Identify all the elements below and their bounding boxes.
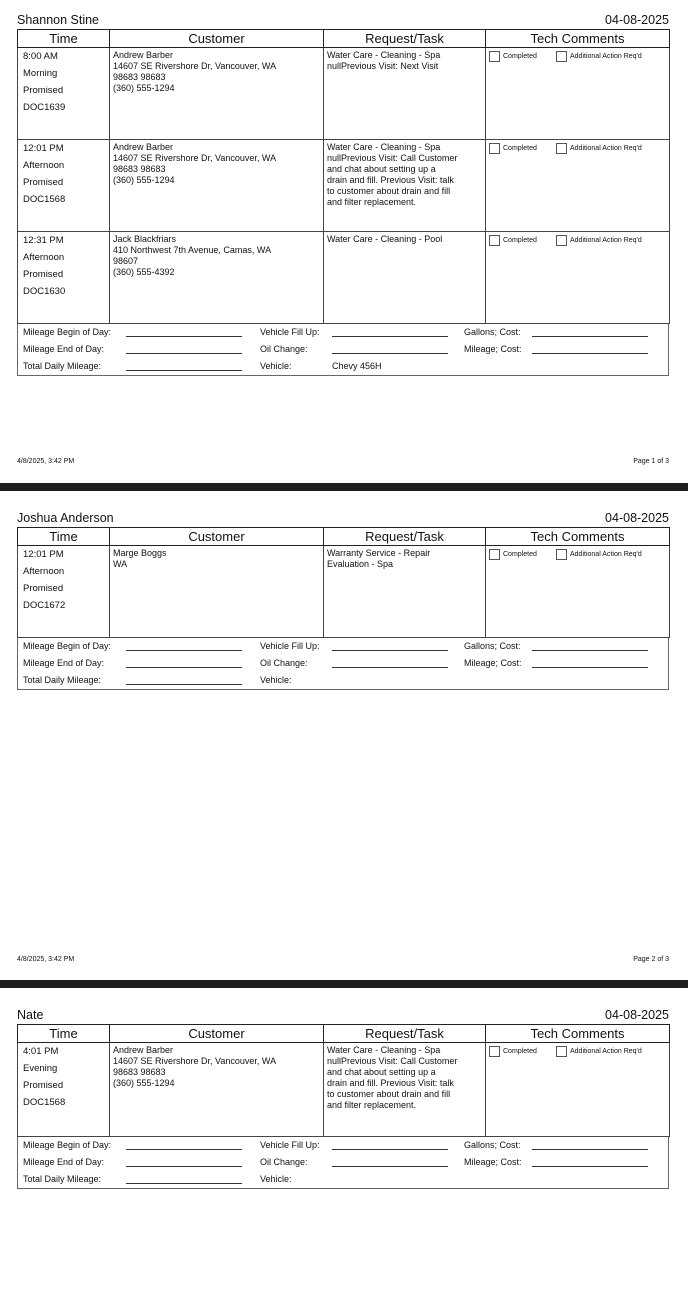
column-header-comments: Tech Comments bbox=[486, 528, 670, 546]
schedule-date: 04-08-2025 bbox=[605, 1008, 669, 1022]
mileage-end-label: Mileage End of Day: bbox=[23, 1157, 105, 1167]
column-header-request: Request/Task bbox=[324, 30, 486, 48]
completed-label: Completed bbox=[503, 1048, 537, 1055]
customer-info: Andrew Barber 14607 SE Rivershore Dr, Vancouver, WA 98683 98683 (360) 555-1294 bbox=[113, 50, 277, 93]
request-info: Water Care - Cleaning - Pool bbox=[327, 234, 443, 244]
mileage-end-field[interactable] bbox=[126, 353, 242, 354]
schedule-date: 04-08-2025 bbox=[605, 13, 669, 27]
total-mileage-field[interactable] bbox=[126, 684, 242, 685]
column-header-time: Time bbox=[18, 1025, 110, 1043]
mileage-begin-field[interactable] bbox=[126, 336, 242, 337]
job-doc-number: DOC1568 bbox=[23, 194, 66, 205]
mileage-begin-label: Mileage Begin of Day: bbox=[23, 641, 112, 651]
completed-label: Completed bbox=[503, 551, 537, 558]
page-header bbox=[17, 511, 669, 527]
request-info: Warranty Service - Repair Evaluation - Spa bbox=[327, 548, 431, 569]
additional-action-label: Additional Action Req'd bbox=[570, 145, 642, 152]
completed-label: Completed bbox=[503, 237, 537, 244]
additional-action-label: Additional Action Req'd bbox=[570, 551, 642, 558]
mileage-section bbox=[17, 324, 669, 376]
oil-change-field[interactable] bbox=[332, 353, 448, 354]
additional-action-label: Additional Action Req'd bbox=[570, 237, 642, 244]
comments-cell bbox=[486, 1043, 670, 1137]
table-row bbox=[18, 48, 670, 140]
gallons-cost-field[interactable] bbox=[532, 1149, 648, 1150]
job-status: Promised bbox=[23, 85, 64, 96]
technician-name: Nate bbox=[17, 1008, 44, 1022]
customer-cell bbox=[110, 546, 324, 638]
technician-name: Shannon Stine bbox=[17, 13, 100, 27]
time-cell bbox=[18, 48, 110, 140]
mileage-cost-field[interactable] bbox=[532, 1166, 648, 1167]
mileage-section bbox=[17, 1137, 669, 1189]
customer-info: Jack Blackfriars 410 Northwest 7th Avenue, Camas, WA 98607 (360) 555-4392 bbox=[113, 234, 272, 277]
job-status: Promised bbox=[23, 269, 64, 280]
checkbox-group bbox=[489, 234, 666, 250]
vehicle-fillup-field[interactable] bbox=[332, 650, 448, 651]
page-separator bbox=[0, 483, 688, 491]
job-period: Afternoon bbox=[23, 160, 65, 171]
gallons-cost-label: Gallons; Cost: bbox=[464, 327, 521, 337]
additional-action-label: Additional Action Req'd bbox=[570, 53, 642, 60]
customer-cell bbox=[110, 140, 324, 232]
customer-info: Andrew Barber 14607 SE Rivershore Dr, Vancouver, WA 98683 98683 (360) 555-1294 bbox=[113, 1045, 277, 1088]
mileage-begin-field[interactable] bbox=[126, 650, 242, 651]
table-header-row bbox=[18, 30, 670, 48]
total-mileage-field[interactable] bbox=[126, 370, 242, 371]
job-doc-number: DOC1672 bbox=[23, 600, 66, 611]
schedule-date: 04-08-2025 bbox=[605, 511, 669, 525]
vehicle-fillup-label: Vehicle Fill Up: bbox=[260, 327, 320, 337]
completed-checkbox[interactable] bbox=[489, 143, 500, 154]
additional-action-checkbox[interactable] bbox=[556, 549, 567, 560]
time-cell bbox=[18, 546, 110, 638]
job-time: 4:01 PM bbox=[23, 1046, 59, 1057]
column-header-time: Time bbox=[18, 30, 110, 48]
additional-action-checkbox[interactable] bbox=[556, 51, 567, 62]
table-row bbox=[18, 546, 670, 638]
additional-action-checkbox[interactable] bbox=[556, 1046, 567, 1057]
mileage-end-field[interactable] bbox=[126, 667, 242, 668]
column-header-request: Request/Task bbox=[324, 528, 486, 546]
mileage-section bbox=[17, 638, 669, 690]
job-status: Promised bbox=[23, 177, 64, 188]
job-time: 12:01 PM bbox=[23, 549, 64, 560]
mileage-cost-label: Mileage; Cost: bbox=[464, 1157, 522, 1167]
table-row bbox=[18, 140, 670, 232]
mileage-cost-field[interactable] bbox=[532, 667, 648, 668]
checkbox-group bbox=[489, 50, 666, 66]
mileage-end-label: Mileage End of Day: bbox=[23, 658, 105, 668]
schedule-table bbox=[17, 527, 670, 638]
page-separator bbox=[0, 980, 688, 988]
total-mileage-field[interactable] bbox=[126, 1183, 242, 1184]
checkbox-group bbox=[489, 548, 666, 564]
additional-action-checkbox[interactable] bbox=[556, 235, 567, 246]
column-header-request: Request/Task bbox=[324, 1025, 486, 1043]
page-header bbox=[17, 13, 669, 29]
column-header-customer: Customer bbox=[110, 528, 324, 546]
checkbox-group bbox=[489, 1045, 666, 1061]
print-timestamp: 4/8/2025, 3:42 PM bbox=[17, 458, 75, 465]
request-info: Water Care - Cleaning - Spa nullPrevious Visit: Call Customer and chat about setting up a drain and fill. Previous Visit: talk to customer about drain and fill and filter replacement. bbox=[327, 1045, 458, 1110]
table-header-row bbox=[18, 1025, 670, 1043]
customer-cell bbox=[110, 232, 324, 324]
table-row bbox=[18, 232, 670, 324]
column-header-comments: Tech Comments bbox=[486, 1025, 670, 1043]
page-number: Page 1 of 3 bbox=[633, 458, 669, 465]
job-doc-number: DOC1639 bbox=[23, 102, 66, 113]
comments-cell bbox=[486, 232, 670, 324]
job-doc-number: DOC1630 bbox=[23, 286, 66, 297]
mileage-cost-field[interactable] bbox=[532, 353, 648, 354]
table-header-row bbox=[18, 528, 670, 546]
comments-cell bbox=[486, 546, 670, 638]
gallons-cost-label: Gallons; Cost: bbox=[464, 641, 521, 651]
total-mileage-label: Total Daily Mileage: bbox=[23, 361, 102, 371]
job-period: Morning bbox=[23, 68, 58, 79]
oil-change-field[interactable] bbox=[332, 1166, 448, 1167]
request-cell bbox=[324, 140, 486, 232]
completed-checkbox[interactable] bbox=[489, 1046, 500, 1057]
request-cell bbox=[324, 232, 486, 324]
completed-label: Completed bbox=[503, 53, 537, 60]
mileage-begin-label: Mileage Begin of Day: bbox=[23, 1140, 112, 1150]
job-status: Promised bbox=[23, 583, 64, 594]
time-cell bbox=[18, 1043, 110, 1137]
job-period: Evening bbox=[23, 1063, 58, 1074]
vehicle-fillup-label: Vehicle Fill Up: bbox=[260, 1140, 320, 1150]
vehicle-fillup-field[interactable] bbox=[332, 1149, 448, 1150]
customer-info: Andrew Barber 14607 SE Rivershore Dr, Vancouver, WA 98683 98683 (360) 555-1294 bbox=[113, 142, 277, 185]
customer-cell bbox=[110, 1043, 324, 1137]
oil-change-label: Oil Change: bbox=[260, 658, 308, 668]
job-period: Afternoon bbox=[23, 566, 65, 577]
request-info: Water Care - Cleaning - Spa nullPrevious Visit: Call Customer and chat about setting up a drain and fill. Previous Visit: talk to customer about drain and fill and filter replacement. bbox=[327, 142, 458, 207]
mileage-begin-label: Mileage Begin of Day: bbox=[23, 327, 112, 337]
gallons-cost-field[interactable] bbox=[532, 336, 648, 337]
schedule-table bbox=[17, 1024, 670, 1137]
mileage-begin-field[interactable] bbox=[126, 1149, 242, 1150]
request-cell bbox=[324, 546, 486, 638]
gallons-cost-field[interactable] bbox=[532, 650, 648, 651]
additional-action-checkbox[interactable] bbox=[556, 143, 567, 154]
completed-checkbox[interactable] bbox=[489, 51, 500, 62]
completed-checkbox[interactable] bbox=[489, 549, 500, 560]
vehicle-value: Chevy 456H bbox=[332, 361, 382, 371]
vehicle-label: Vehicle: bbox=[260, 675, 292, 685]
request-cell bbox=[324, 48, 486, 140]
page-header bbox=[17, 1008, 669, 1024]
vehicle-fillup-field[interactable] bbox=[332, 336, 448, 337]
job-doc-number: DOC1568 bbox=[23, 1097, 66, 1108]
completed-label: Completed bbox=[503, 145, 537, 152]
print-timestamp: 4/8/2025, 3:42 PM bbox=[17, 956, 75, 963]
vehicle-label: Vehicle: bbox=[260, 361, 292, 371]
column-header-time: Time bbox=[18, 528, 110, 546]
time-cell bbox=[18, 140, 110, 232]
vehicle-label: Vehicle: bbox=[260, 1174, 292, 1184]
job-time: 12:31 PM bbox=[23, 235, 64, 246]
column-header-customer: Customer bbox=[110, 30, 324, 48]
oil-change-label: Oil Change: bbox=[260, 1157, 308, 1167]
customer-info: Marge Boggs WA bbox=[113, 548, 167, 569]
table-row bbox=[18, 1043, 670, 1137]
mileage-end-field[interactable] bbox=[126, 1166, 242, 1167]
oil-change-field[interactable] bbox=[332, 667, 448, 668]
schedule-table bbox=[17, 29, 670, 324]
total-mileage-label: Total Daily Mileage: bbox=[23, 675, 102, 685]
vehicle-fillup-label: Vehicle Fill Up: bbox=[260, 641, 320, 651]
completed-checkbox[interactable] bbox=[489, 235, 500, 246]
technician-name: Joshua Anderson bbox=[17, 511, 114, 525]
column-header-customer: Customer bbox=[110, 1025, 324, 1043]
request-info: Water Care - Cleaning - Spa nullPrevious Visit: Next Visit bbox=[327, 50, 441, 71]
time-cell bbox=[18, 232, 110, 324]
mileage-end-label: Mileage End of Day: bbox=[23, 344, 105, 354]
additional-action-label: Additional Action Req'd bbox=[570, 1048, 642, 1055]
job-status: Promised bbox=[23, 1080, 64, 1091]
comments-cell bbox=[486, 140, 670, 232]
job-time: 12:01 PM bbox=[23, 143, 64, 154]
page-number: Page 2 of 3 bbox=[633, 956, 669, 963]
customer-cell bbox=[110, 48, 324, 140]
total-mileage-label: Total Daily Mileage: bbox=[23, 1174, 102, 1184]
mileage-cost-label: Mileage; Cost: bbox=[464, 344, 522, 354]
job-period: Afternoon bbox=[23, 252, 65, 263]
comments-cell bbox=[486, 48, 670, 140]
oil-change-label: Oil Change: bbox=[260, 344, 308, 354]
gallons-cost-label: Gallons; Cost: bbox=[464, 1140, 521, 1150]
job-time: 8:00 AM bbox=[23, 51, 58, 62]
request-cell bbox=[324, 1043, 486, 1137]
column-header-comments: Tech Comments bbox=[486, 30, 670, 48]
mileage-cost-label: Mileage; Cost: bbox=[464, 658, 522, 668]
checkbox-group bbox=[489, 142, 666, 158]
